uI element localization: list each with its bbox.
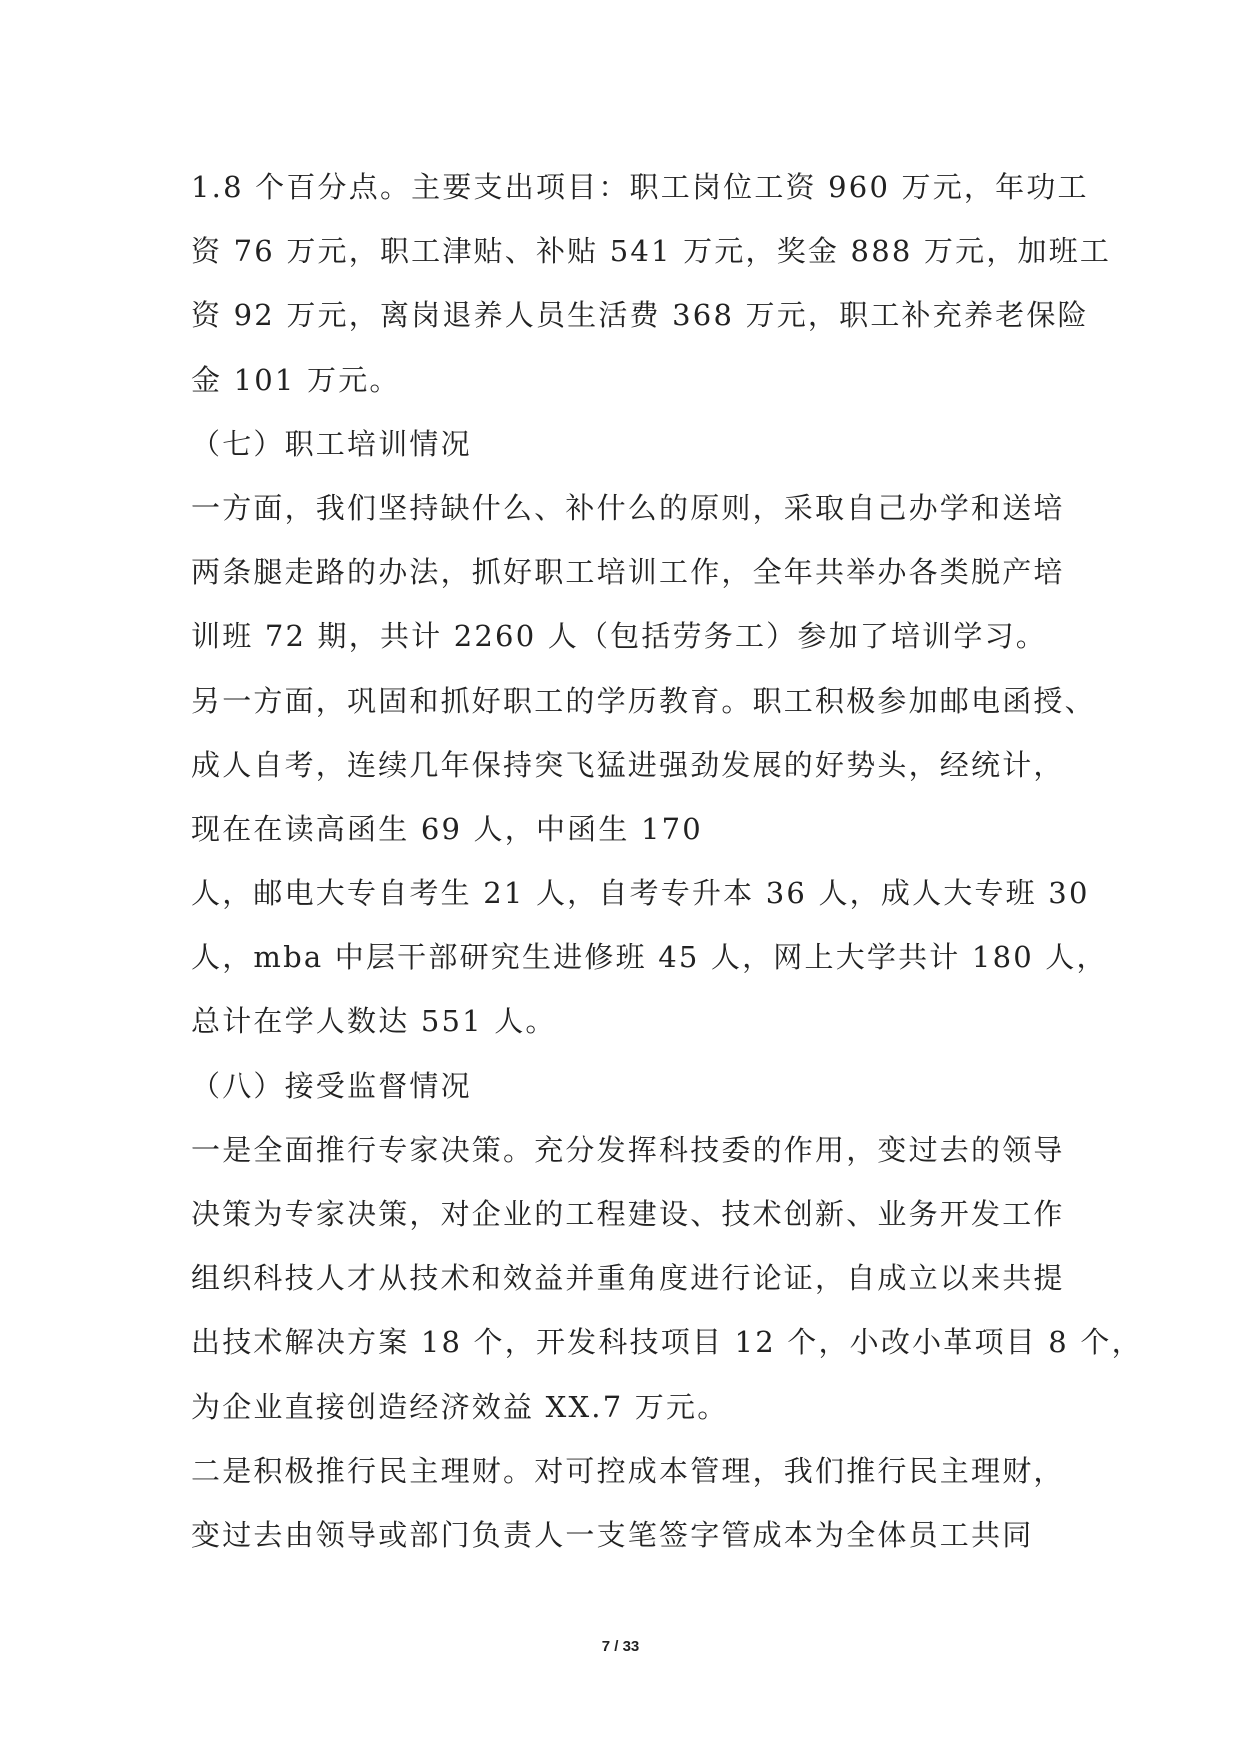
paragraph-line: 一是全面推行专家决策。充分发挥科技委的作用，变过去的领导: [191, 1132, 1065, 1167]
paragraph-line: 为企业直接创造经济效益 XX.7 万元。: [191, 1389, 729, 1424]
paragraph-line: 金 101 万元。: [191, 362, 401, 397]
section-heading-8: （八）接受监督情况: [191, 1068, 472, 1103]
paragraph-line: 成人自考，连续几年保持突飞猛进强劲发展的好势头，经统计，: [191, 747, 1065, 782]
paragraph-line: 1.8 个百分点。主要支出项目：职工岗位工资 960 万元，年功工: [191, 170, 1089, 204]
paragraph-line: 另一方面，巩固和抓好职工的学历教育。职工积极参加邮电函授、: [191, 683, 1096, 718]
section-heading-7: （七）职工培训情况: [191, 426, 472, 461]
paragraph-line: 两条腿走路的办法，抓好职工培训工作，全年共举办各类脱产培: [191, 555, 1065, 590]
paragraph-line: 一方面，我们坚持缺什么、补什么的原则，采取自己办学和送培: [191, 490, 1065, 525]
paragraph-line: 现在在读高函生 69 人，中函生 170: [191, 811, 703, 846]
paragraph-line: 资 76 万元，职工津贴、补贴 541 万元，奖金 888 万元，加班工: [191, 234, 1112, 269]
paragraph-line: 人，mba 中层干部研究生进修班 45 人，网上大学共计 180 人，: [191, 940, 1108, 975]
paragraph-line: 决策为专家决策，对企业的工程建设、技术创新、业务开发工作: [191, 1197, 1065, 1231]
page-number: 7 / 33: [601, 1638, 640, 1655]
paragraph-line: 变过去由领导或部门负责人一支笔签字管成本为全体员工共同: [191, 1517, 1034, 1552]
paragraph-line: 总计在学人数达 551 人。: [191, 1004, 557, 1039]
paragraph-line: 组织科技人才从技术和效益并重角度进行论证，自成立以来共提: [191, 1261, 1065, 1296]
paragraph-line: 人，邮电大专自考生 21 人，自考专升本 36 人，成人大专班 30: [191, 876, 1090, 911]
document-body: [191, 155, 1143, 1567]
paragraph-line: 训班 72 期，共计 2260 人（包括劳务工）参加了培训学习。: [191, 619, 1047, 654]
paragraph-line: 二是积极推行民主理财。对可控成本管理，我们推行民主理财，: [191, 1453, 1065, 1488]
paragraph-line: 资 92 万元，离岗退养人员生活费 368 万元，职工补充养老保险: [191, 298, 1089, 333]
paragraph-line: 出技术解决方案 18 个，开发科技项目 12 个，小改小革项目 8 个，: [191, 1325, 1143, 1360]
